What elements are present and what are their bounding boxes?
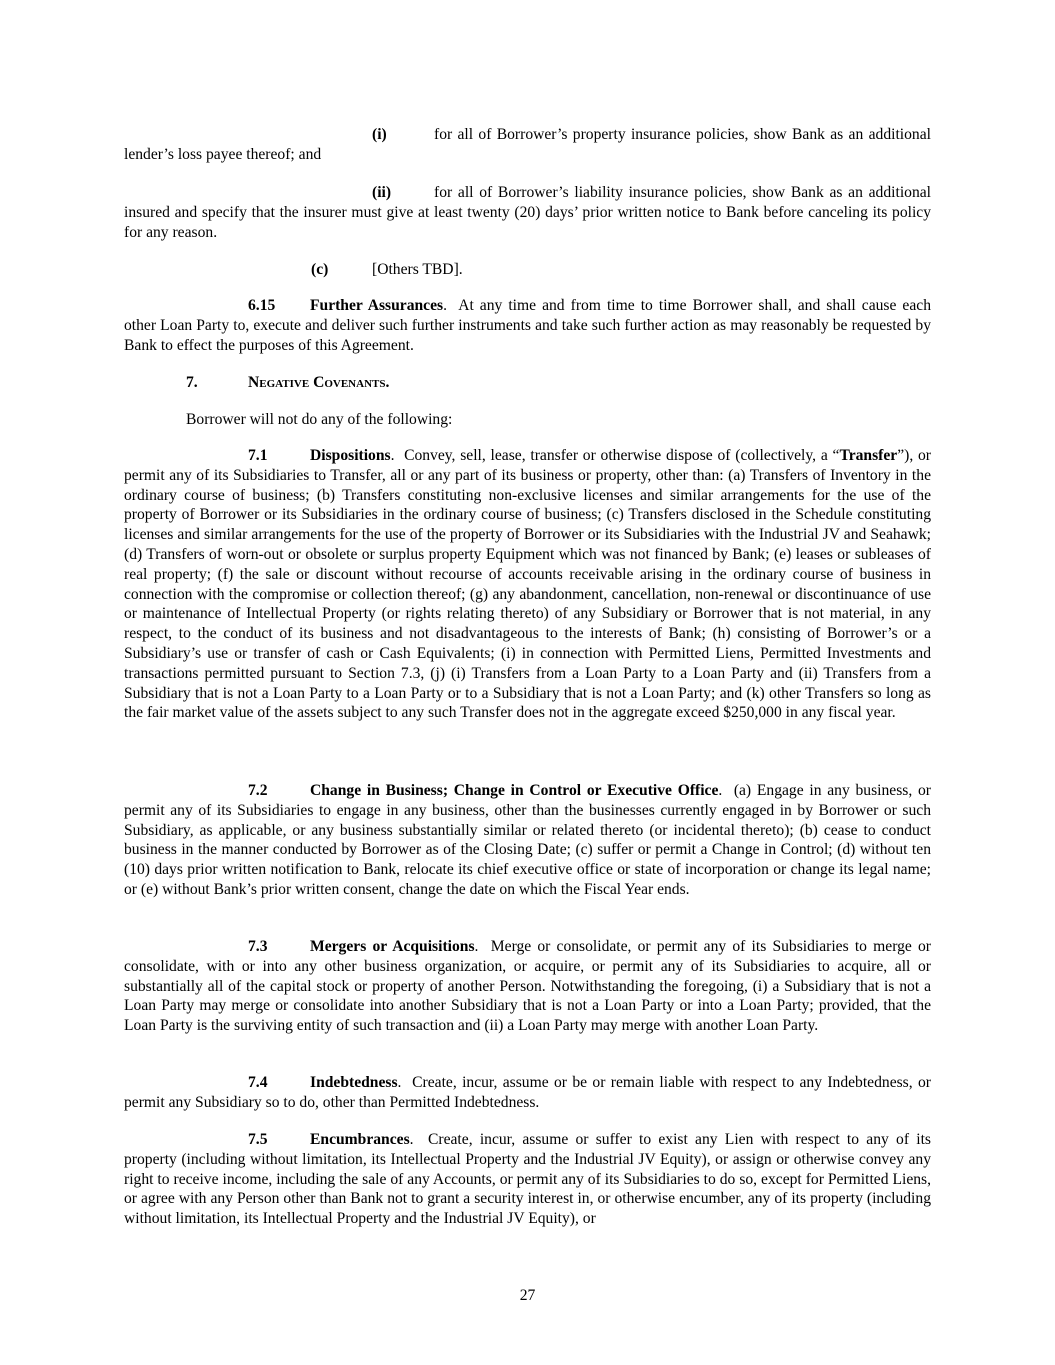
section-7-4-title: Indebtedness — [310, 1074, 398, 1091]
section-7-3: 7.3 Mergers or Acquisitions. Merge or consolidate, or permit any of its Subsidiaries to merge or consolidate, with or into any other business organization, or acquire, or permit any of its Subsidiaries to acquire, all or substantially all of the capital stock or property of another Person. Notwithstanding the foregoing, (i) a Subsidiary that is not a Loan Party may merge or consolidate into another Subsidiary that is not a Loan Party or into a Loan Party; provided, that the Loan Party is the surviving entity of such transaction and (ii) a Loan Party may merge with another Loan Party. — [124, 938, 931, 1035]
clause-ii-rest: additional insured and specify that the insurer must give at least twenty (20) days’ prior written notice to Bank before canceling its policy for any reason. — [124, 184, 932, 241]
section-7-2-title: Change in Business; Change in Control or Executive Office — [310, 782, 719, 799]
clause-c — [124, 260, 931, 280]
article-7-heading — [124, 373, 931, 393]
clause-i-lead: for all of Borrower’s property insurance policies, show Bank as an — [434, 126, 864, 143]
section-7-1-title: Dispositions — [310, 447, 391, 464]
article-7-number: 7. — [186, 374, 198, 391]
section-6-15-text: At any time and from time to time Borrower shall, and shall cause each other Loan Party to, execute and deliver such further instruments and take such further action as may reasonably be requested by Bank to effect the purposes of this Agreement. — [124, 297, 931, 354]
article-7-intro — [124, 410, 931, 430]
clause-ii-lead: for all of Borrower’s liability insurance policies, show Bank as an — [434, 184, 863, 201]
section-7-1-text-b: ”), or permit any of its Subsidiaries to Transfer, all or any part of its business or property, other than: (a) Transfers of Inventory in the ordinary course of business; (b) Transfers constituting non-exclusive licenses and similar arrangements for the use of the property of Borrower or its Subsidiaries in the ordinary course of business; (c) Transfers disclosed in the Schedule constituting licenses and similar arrangements for the use of the property of Borrower or its Subsidiaries with the Industrial JV and Seahawk; (d) Transfers of worn-out or obsolete or surplus property Equipment which was not financed by Bank; (e) leases or subleases of real property; (f) the sale or discount without recourse of accounts receivable arising in the ordinary course of business in connection with the compromise or collection thereof; (g) any abandonment, cancellation, non-renewal or discontinuance of use or maintenance of Intellectual Property (or rights relating thereto) of any Subsidiary or Borrower that is not material, in any respect, to the conduct of its business and not disadvantageous to the interests of Bank; (h) consisting of Borrower’s or a Subsidiary’s use or transfer of cash or Cash Equivalents; (i) in connection with Permitted Liens, Permitted Investments and transactions permitted pursuant to Section 7.3, (j) (i) Transfers from a Loan Party to a Loan Party and (ii) Transfers from a Subsidiary that is not a Loan Party to a Loan Party or to a Subsidiary that is not a Loan Party; and (k) other Transfers so long as the fair market value of the assets subject to any such Transfer does not in the aggregate exceed $250,000 in any fiscal year. — [124, 447, 931, 722]
section-7-5-title: Encumbrances — [310, 1131, 410, 1148]
article-7-title: Negative Covenants. — [248, 374, 390, 391]
section-7-4: 7.4 Indebtedness. Create, incur, assume or be or remain liable with respect to any Indebtedness, or permit any Subsidiary so to do, other than Permitted Indebtedness. — [124, 1074, 931, 1111]
clause-ii — [124, 183, 931, 242]
section-7-2: 7.2 Change in Business; Change in Control or Executive Office. (a) Engage in any business, or permit any of its Subsidiaries to engage in any business, other than the businesses currently engaged in by Borrower or such Subsidiary, as applicable, or any business substantially similar or related thereto (or incidental thereto); (b) cease to conduct business in the manner conducted by Borrower as of the Closing Date; (c) suffer or permit a Change in Control; (d) without ten (10) days prior written notification to Bank, relocate its chief executive office or state of incorporation or change its legal name; or (e) without Bank’s prior written consent, change the date on which the Fiscal Year ends. — [124, 782, 931, 898]
section-7-2-text: (a) Engage in any business, or permit any of its Subsidiaries to engage in any business, other than the businesses currently engaged in by Borrower or such Subsidiary, as applicable, or any business substantially similar or related thereto (or incidental thereto); (b) cease to conduct business in the manner conducted by Borrower as of the Closing Date; (c) suffer or permit a Change in Control; (d) without ten (10) days prior written notification to Bank, relocate its chief executive office or state of incorporation or change its legal name; or (e) without Bank’s prior written consent, change the date on which the Fiscal Year ends. — [124, 782, 931, 898]
section-6-15-number: 6.15 — [248, 297, 276, 314]
section-7-3-text: Merge or consolidate, or permit any of its Subsidiaries to merge or consolidate, with or into any other business organization, or acquire, or permit any of its Subsidiaries to acquire, all or substantially all of the capital stock or property of another Person. Notwithstanding the foregoing, (i) a Subsidiary that is not a Loan Party may merge or consolidate into another Subsidiary that is not a Loan Party or into a Loan Party; provided, that the Loan Party is the surviving entity of such transaction and (ii) a Loan Party may merge with another Loan Party. — [124, 938, 931, 1035]
section-6-15-title: Further Assurances — [310, 297, 444, 314]
section-7-3-title: Mergers or Acquisitions — [310, 938, 475, 955]
section-7-4-text: Create, incur, assume or be or remain liable with respect to any Indebtedness, or permit any Subsidiary so to do, other than Permitted Indebtedness. — [124, 1074, 931, 1111]
article-7-intro-text: Borrower will not do any of the following: — [186, 411, 453, 428]
section-6-15: 6.15 Further Assurances. At any time and from time to time Borrower shall, and shall cause each other Loan Party to, execute and deliver such further instruments and take such further action as may reasonably be requested by Bank to effect the purposes of this Agreement. — [124, 297, 931, 354]
section-7-4-number: 7.4 — [248, 1074, 268, 1091]
clause-c-text: [Others TBD]. — [372, 261, 463, 278]
section-7-1: 7.1 Dispositions. Convey, sell, lease, transfer or otherwise dispose of (collectively, a “Transfer”), or permit any of its Subsidiaries to Transfer, all or any part of its business or property, other than: (a) Transfers of Inventory in the ordinary course of business; (b) Transfers constituting non-exclusive licenses and similar arrangements for the use of the property of Borrower or its Subsidiaries in the ordinary course of business; (c) Transfers disclosed in the Schedule constituting licenses and similar arrangements for the use of the property of Borrower or its Subsidiaries with the Industrial JV and Seahawk; (d) Transfers of worn-out or obsolete or surplus property Equipment which was not financed by Bank; (e) leases or subleases of real property; (f) the sale or discount without recourse of accounts receivable arising in the ordinary course of business in connection with the compromise or collection thereof; (g) any abandonment, cancellation, non-renewal or discontinuance of use or maintenance of Intellectual Property (or rights relating thereto) of any Subsidiary or Borrower that is not material, in any respect, to the conduct of its business and not disadvantageous to the interests of Bank; (h) consisting of Borrower’s or a Subsidiary’s use or transfer of cash or Cash Equivalents; (i) in connection with Permitted Liens, Permitted Investments and transactions permitted pursuant to Section 7.3, (j) (i) Transfers from a Loan Party to a Loan Party and (ii) Transfers from a Subsidiary that is not a Loan Party to a Loan Party or to a Subsidiary that is not a Loan Party; and (k) other Transfers so long as the fair market value of the assets subject to any such Transfer does not in the aggregate exceed $250,000 in any fiscal year. — [124, 447, 931, 722]
clause-i — [124, 125, 931, 165]
clause-ii-label: (ii) — [372, 184, 392, 201]
section-7-3-number: 7.3 — [248, 938, 268, 955]
clause-c-label: (c) — [311, 261, 329, 278]
page-number: 27 — [519, 1287, 536, 1304]
section-7-1-number: 7.1 — [248, 447, 268, 464]
section-7-5-text: Create, incur, assume or suffer to exist any Lien with respect to any of its property (including without limitation, its Intellectual Property and the Industrial JV Equity), or assign or otherwise convey any right to receive income, including the sale of any Accounts, or permit any of its Subsidiaries to do so, except for Permitted Liens, or agree with any Person other than Bank not to grant a security interest in, or otherwise encumber, any of its property (including without limitation, its Intellectual Property and the Industrial JV Equity), or — [124, 1131, 931, 1228]
clause-i-label: (i) — [372, 126, 387, 143]
section-7-5-number: 7.5 — [248, 1131, 268, 1148]
clause-i-rest: additional lender’s loss payee thereof; and — [124, 126, 931, 163]
section-7-1-text-a: Convey, sell, lease, transfer or otherwise dispose of (collectively, a “ — [404, 447, 840, 464]
section-7-1-defined-term: Transfer — [839, 447, 898, 464]
section-7-2-number: 7.2 — [248, 782, 268, 799]
section-7-5: 7.5 Encumbrances. Create, incur, assume or suffer to exist any Lien with respect to any of its property (including without limitation, its Intellectual Property and the Industrial JV Equity), or assign or otherwise convey any right to receive income, including the sale of any Accounts, or permit any of its Subsidiaries to do so, except for Permitted Liens, or agree with any Person other than Bank not to grant a security interest in, or otherwise encumber, any of its property (including without limitation, its Intellectual Property and the Industrial JV Equity), or — [124, 1131, 931, 1228]
